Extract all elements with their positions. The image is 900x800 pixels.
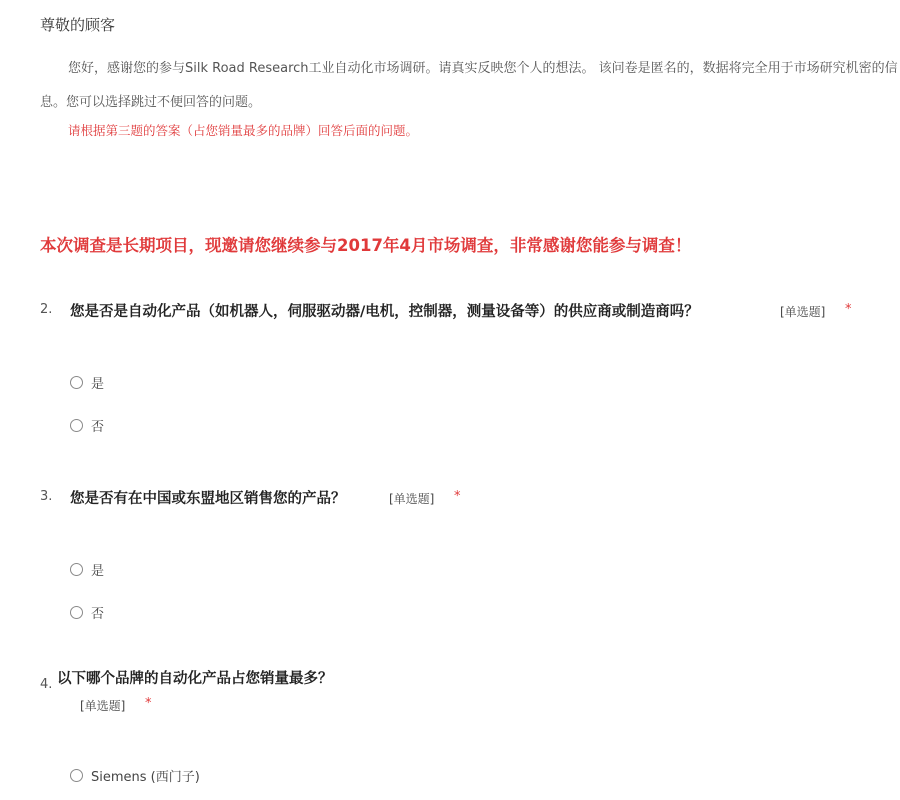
option-q2-no[interactable] — [70, 416, 104, 435]
question-title: 以下哪个品牌的自动化产品占您销量最多？ — [57, 671, 333, 687]
required-asterisk: * — [145, 696, 152, 711]
radio-icon[interactable] — [70, 376, 83, 389]
greeting-heading: 尊敬的顾客 — [40, 16, 116, 34]
option-label: 是 — [91, 377, 105, 392]
option-label: 是 — [91, 564, 105, 579]
option-label: Siemens (西门子) — [91, 770, 200, 785]
radio-icon[interactable] — [70, 419, 83, 432]
question-type-badge: [单选题] — [80, 699, 126, 713]
option-q2-yes[interactable] — [70, 373, 104, 392]
question-title: 您是否是自动化产品（如机器人，伺服驱动器/电机，控制器，测量设备等）的供应商或制造商吗？ — [70, 304, 699, 320]
option-label: 否 — [91, 420, 105, 435]
instruction-note: 请根据第三题的答案（占您销量最多的品牌）回答后面的问题。 — [68, 123, 419, 138]
option-label: 否 — [91, 607, 105, 622]
radio-icon[interactable] — [70, 606, 83, 619]
option-q3-no[interactable] — [70, 603, 104, 622]
question-number: 3. — [40, 489, 53, 504]
question-number: 4. — [40, 677, 53, 692]
announcement-banner: 本次调查是长期项目，现邀请您继续参与2017年4月市场调查，非常感谢您能参与调查！ — [40, 236, 692, 255]
required-asterisk: * — [845, 302, 852, 317]
question-type-badge: [单选题] — [780, 305, 826, 319]
required-asterisk: * — [454, 489, 461, 504]
question-number: 2. — [40, 302, 53, 317]
radio-icon[interactable] — [70, 563, 83, 576]
option-q4-siemens[interactable] — [70, 766, 200, 785]
radio-icon[interactable] — [70, 769, 83, 782]
question-title: 您是否有在中国或东盟地区销售您的产品？ — [70, 491, 346, 507]
intro-text: 您好，感谢您的参与Silk Road Research工业自动化市场调研。请真实反映您个人的想法。 该问卷是匿名的，数据将完全用于市场研究机密的信息。您可以选择跳过不便回答的问题。 — [40, 61, 898, 110]
question-type-badge: [单选题] — [389, 492, 435, 506]
option-q3-yes[interactable] — [70, 560, 104, 579]
